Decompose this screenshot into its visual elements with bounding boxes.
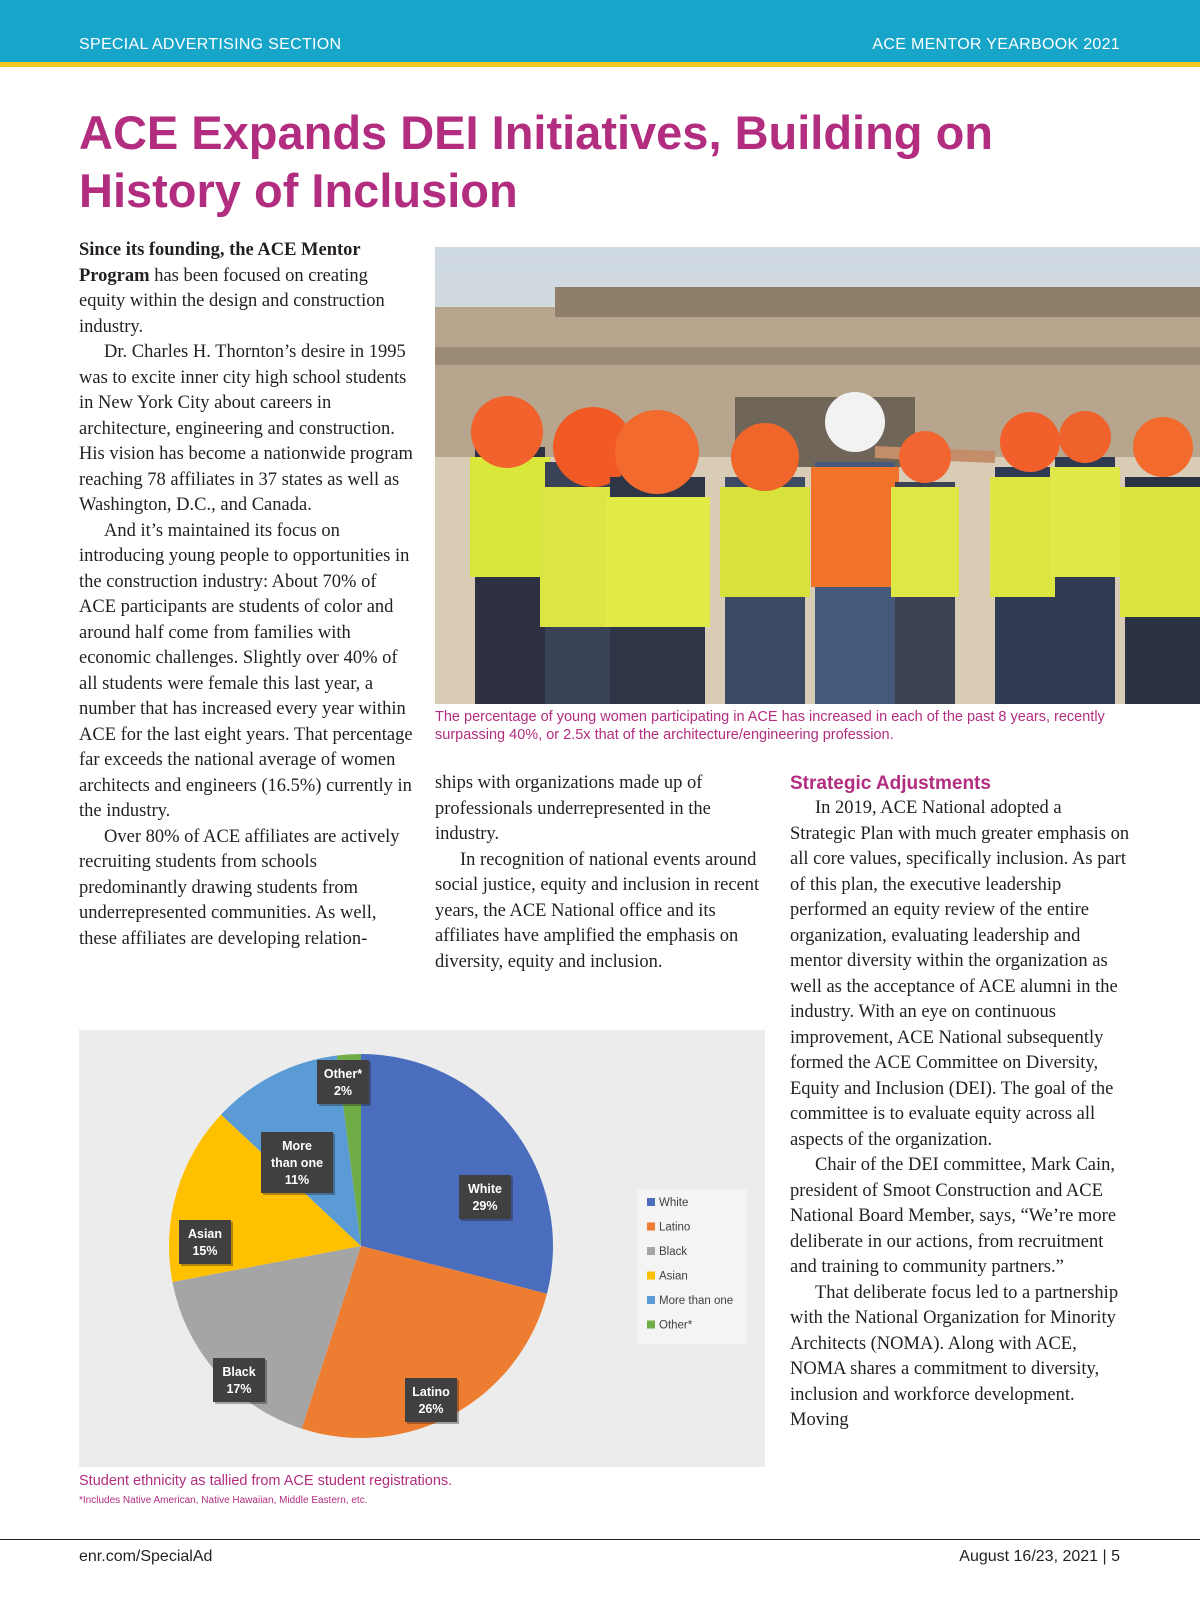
footer-page-info: August 16/23, 2021 | 5 [959,1548,1120,1565]
legend-swatch-other [647,1321,655,1329]
pie-chart-canvas [79,1030,765,1467]
paragraph-4: Over 80% of ACE affiliates are actively recruiting students from schools predominantly drawing students from underrepresented communities. As well, these affiliates are developing relation- [79,826,400,949]
header-stripe [0,62,1200,67]
article-column-3 [790,771,1130,1434]
data-label-text: More [282,1139,312,1153]
chart-legend [637,1190,747,1344]
data-label-text: Asian [187,1227,223,1241]
legend-swatch-black [647,1247,655,1255]
legend-label-more-than-one: More than one [659,1295,734,1307]
paragraph-3: And it’s maintained its focus on introducing young people to opportunities in the construction industry: About 70% of ACE participants are students of color and around half come from families with economic challenges. Slightly over 40% of all students were female this last year, a number that has increased every year within ACE for the last eight years. That percentage far exceeds the national average of women architects and engineers (16.5%) currently in the industry. [79,520,413,821]
article-column-2 [435,771,770,975]
data-label-text: 17% [226,1382,252,1396]
legend-label-asian: Asian [659,1270,688,1283]
page-title [79,104,1079,220]
section-heading: Strategic Adjustments [790,773,991,794]
legend-swatch-more-than-one [647,1296,655,1304]
data-label-text: than one [270,1156,324,1170]
paragraph-2: Dr. Charles H. Thornton’s desire in 1995 was to excite inner city high school students in New York City about careers in architecture, engineering and construction. His vision has become a nationwide program reaching 78 affiliates in 37 states as well as Washington, D.C., and Canada. [79,342,413,515]
chart-caption: Student ethnicity as tallied from ACE student registrations. [79,1473,453,1489]
lead-paragraph [79,238,414,340]
legend-label-other: Other* [659,1319,693,1332]
chart-footnote: *Includes Native American, Native Hawaiian, Middle Eastern, etc. [79,1495,368,1506]
data-label-more-than-one [261,1132,335,1195]
paragraph-4-continued: ships with organizations made up of professionals underrepresented in the industry. [435,773,711,844]
data-label-other [317,1060,371,1106]
lead-bold: Since its founding, the ACE Mentor Program [79,240,361,286]
site-visit-photo [435,247,1200,704]
data-label-text: 26% [418,1402,444,1416]
footer-rule [0,1539,1200,1540]
article-column-1 [79,238,414,952]
data-label-text: 29% [472,1199,498,1213]
data-label-asian [179,1220,233,1266]
publication-label: ACE MENTOR YEARBOOK 2021 [872,36,1120,53]
lead-text: has been focused on creating equity within the design and construction industry. [79,265,385,337]
paragraph-7: Chair of the DEI committee, Mark Cain, president of Smoot Construction and ACE National Board Member, says, “We’re more deliberate in our actions, from recruitment and training to community partners.” [790,1155,1117,1277]
data-label-black [213,1358,267,1404]
legend-swatch-white [647,1198,655,1206]
paragraph-8: That deliberate focus led to a partnership with the National Organization for Minority Architects (NOMA). Along with ACE, NOMA shares a commitment to diversity, inclusion and workforce development. Moving [790,1282,1119,1430]
data-label-text: Other* [323,1067,363,1081]
section-label: SPECIAL ADVERTISING SECTION [79,36,342,53]
legend-swatch-latino [647,1223,655,1231]
legend-label-white: White [659,1197,689,1209]
paragraph-5: In recognition of national events around social justice, equity and inclusion in recent years, the ACE National office and its affiliates have amplified the emphasis on diversity, equity and inclusion. [435,849,760,972]
data-label-text: 2% [333,1084,353,1098]
data-label-text: White [467,1182,503,1196]
legend-swatch-asian [647,1272,655,1280]
photo-caption: The percentage of young women participating in ACE has increased in each of the past 8 years, recently surpassing 40%, or 2.5x that of the architecture/engineering profession. [435,709,1105,743]
data-label-text: Black [222,1365,256,1379]
legend-label-latino: Latino [659,1221,691,1234]
data-label-white [459,1175,513,1221]
legend-label-black: Black [659,1246,688,1258]
data-label-text: 15% [192,1244,218,1258]
data-label-text: Latino [412,1385,450,1399]
footer-url: enr.com/SpecialAd [79,1548,213,1565]
header-bar [0,0,1200,62]
title-line-1: ACE Expands DEI Initiatives, Building on [79,106,993,159]
paragraph-6: In 2019, ACE National adopted a Strategic Plan with much greater emphasis on all core values, specifically inclusion. As part of this plan, the executive leadership performed an equity review of the entire organization, evaluating leadership and mentor diversity within the organization as well as the acceptance of ACE alumni in the industry. With an eye on continuous improvement, ACE National subsequently formed the ACE Committee on Diversity, Equity and Inclusion (DEI). The goal of the committee is to evaluate equity across all aspects of the organization. [790,798,1130,1150]
data-label-text: 11% [284,1173,310,1187]
title-line-2: History of Inclusion [79,164,518,217]
data-label-latino [405,1378,459,1424]
ethnicity-pie-chart [79,1030,765,1467]
